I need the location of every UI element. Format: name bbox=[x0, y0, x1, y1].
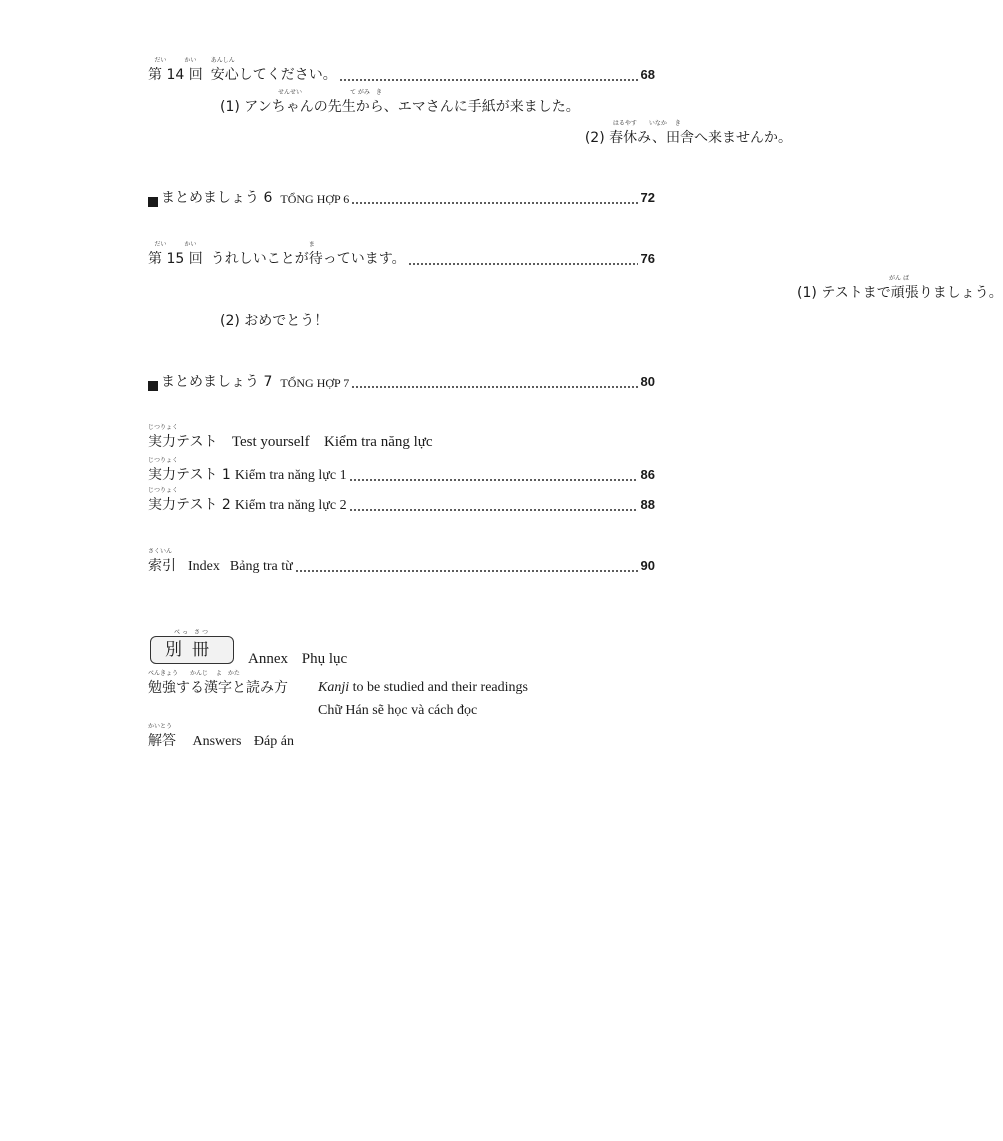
leader-dots bbox=[295, 570, 638, 572]
leader-dots bbox=[408, 263, 638, 265]
lesson-15-sub-2 bbox=[220, 312, 328, 330]
leader-dots bbox=[349, 479, 638, 481]
ruby: かいとう bbox=[148, 723, 173, 730]
toc-entry-review-7[interactable] bbox=[148, 373, 655, 391]
kanji-en bbox=[318, 679, 528, 697]
answers-jp bbox=[148, 723, 176, 750]
sub-text: (1) テストまで頑張りましょう。 bbox=[797, 285, 1003, 301]
annex-answers-entry bbox=[148, 723, 294, 751]
toc-entry-test-2[interactable] bbox=[148, 487, 655, 514]
page-number: 86 bbox=[640, 467, 655, 482]
test-viet: Kiểm tra năng lực 2 bbox=[234, 498, 347, 513]
toc-entry-lesson-15[interactable] bbox=[148, 241, 655, 268]
page-number: 68 bbox=[640, 67, 655, 82]
page-number: 76 bbox=[640, 251, 655, 266]
annex-heading bbox=[248, 650, 347, 668]
test-label bbox=[148, 457, 231, 484]
sub-text: (2) 春休み、田舎へ来ませんか。 bbox=[584, 130, 792, 146]
square-bullet-icon bbox=[148, 381, 158, 391]
lesson-title bbox=[210, 57, 337, 84]
lesson-15-sub-1 bbox=[797, 275, 1003, 302]
sub-ruby: せんせい て がみ き bbox=[278, 89, 382, 96]
index-jp bbox=[148, 548, 176, 575]
test-section-heading bbox=[148, 424, 433, 451]
page-number: 90 bbox=[640, 558, 655, 573]
page-number: 88 bbox=[640, 497, 655, 512]
leader-dots bbox=[351, 386, 637, 388]
review-viet: TỔNG HỢP 7 bbox=[280, 376, 350, 390]
sub-text: (1) アンちゃんの先生から、エマさんに手紙が来ました。 bbox=[220, 99, 580, 115]
lesson-title-ruby: ま bbox=[308, 241, 315, 248]
lesson-number bbox=[148, 57, 203, 84]
annex-vi: Phụ lục bbox=[301, 651, 348, 667]
text: 実力テスト bbox=[148, 434, 218, 450]
toc-entry-index[interactable] bbox=[148, 548, 655, 575]
lesson-number bbox=[148, 241, 203, 268]
page-number: 80 bbox=[640, 374, 655, 389]
review-viet: TỔNG HỢP 6 bbox=[280, 192, 350, 206]
kanji-jp bbox=[148, 670, 288, 697]
sub-ruby: がん ば bbox=[889, 275, 909, 282]
annex-box bbox=[150, 629, 234, 664]
page-number: 72 bbox=[640, 190, 655, 205]
text: 解答 bbox=[148, 733, 176, 749]
test-heading-jp bbox=[148, 424, 218, 451]
leader-dots bbox=[339, 79, 638, 81]
answers-en: Answers bbox=[192, 734, 242, 749]
kanji-en-rest: to be studied and their readings bbox=[352, 680, 528, 695]
annex-box-label bbox=[165, 629, 219, 663]
annex-en: Annex bbox=[248, 651, 288, 667]
text: 実力テスト 2 bbox=[148, 497, 231, 513]
ruby: じつりょく bbox=[148, 457, 179, 464]
ruby: じつりょく bbox=[148, 487, 179, 494]
text: 勉強する漢字と読み方 bbox=[148, 680, 288, 696]
leader-dots bbox=[349, 509, 638, 511]
ruby: べんきょう かんじ よ かた bbox=[148, 670, 240, 677]
lesson-number-label: 第 15 回 bbox=[148, 251, 203, 267]
review-label: まとめましょう 7 bbox=[161, 374, 273, 390]
ruby: べっ さつ bbox=[174, 629, 210, 636]
test-heading-en: Test yourself bbox=[231, 434, 310, 450]
kanji-vi: Chữ Hán sẽ học và cách đọc bbox=[318, 703, 478, 718]
lesson-title-text: 安心してください。 bbox=[210, 67, 337, 83]
lesson-number-label: 第 14 回 bbox=[148, 67, 203, 83]
test-viet: Kiểm tra năng lực 1 bbox=[234, 468, 347, 483]
toc-entry-lesson-14[interactable] bbox=[148, 57, 655, 84]
leader-dots bbox=[351, 202, 637, 204]
ruby: じつりょく bbox=[148, 424, 179, 431]
test-label bbox=[148, 487, 231, 514]
text: 実力テスト 1 bbox=[148, 467, 231, 483]
text: 索引 bbox=[148, 558, 176, 574]
annex-kanji-entry bbox=[148, 670, 288, 697]
square-bullet-icon bbox=[148, 197, 158, 207]
lesson-title-text: うれしいことが待っています。 bbox=[210, 251, 406, 267]
lesson-number-ruby: だい かい bbox=[154, 57, 197, 64]
text: 別冊 bbox=[165, 640, 219, 660]
index-vi: Bảng tra từ bbox=[229, 559, 293, 574]
lesson-14-sub-2 bbox=[584, 120, 792, 147]
kanji-en-italic: Kanji bbox=[318, 680, 350, 695]
lesson-14-sub-1 bbox=[220, 89, 580, 116]
ruby: さくいん bbox=[148, 548, 173, 555]
lesson-title-ruby: あんしん bbox=[210, 57, 235, 64]
toc-entry-test-1[interactable] bbox=[148, 457, 655, 484]
sub-text: (2) おめでとう！ bbox=[220, 313, 329, 329]
sub-ruby: はるやす いなか き bbox=[612, 120, 681, 127]
review-label: まとめましょう 6 bbox=[161, 190, 273, 206]
index-en: Index bbox=[188, 559, 220, 574]
answers-vi: Đáp án bbox=[253, 734, 294, 749]
toc-entry-review-6[interactable] bbox=[148, 189, 655, 207]
lesson-title bbox=[210, 241, 406, 268]
test-heading-vi: Kiểm tra năng lực bbox=[324, 434, 433, 450]
lesson-number-ruby: だい かい bbox=[154, 241, 197, 248]
